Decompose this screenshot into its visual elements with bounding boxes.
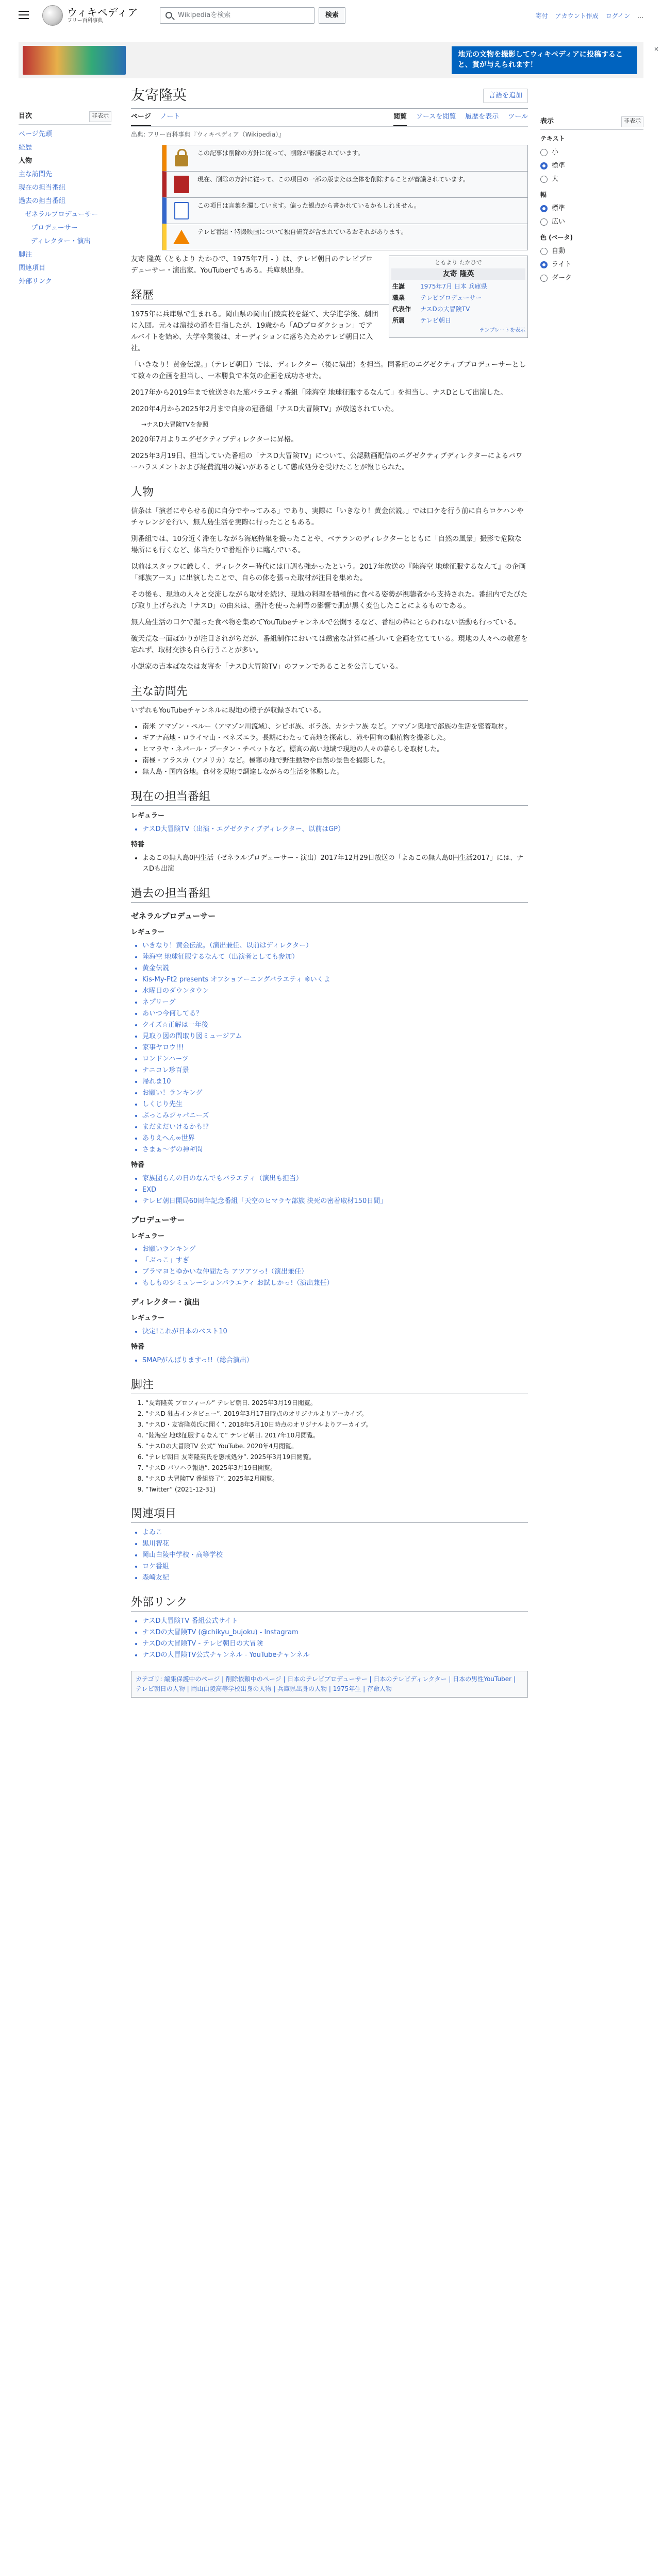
ambox-deletion [162, 171, 527, 197]
wikipedia-globe-icon [42, 5, 63, 26]
lead-paragraph: 友寄 隆英（ともより たかひで、1975年7月 - ）は、テレビ朝日のテレビプロデューサー・演出家。YouTuberでもある。兵庫県出身。 [131, 255, 373, 275]
person-paragraph: その後も、現地の人々と交流しながら取材を続け、現地の料理を積極的に食べる姿勢が視聴者から支持された。番組内でたびたび取り上げられた「ナスD」の由来は、墨汁を使った刺青の影響で肌が黒く変色したことによるものである。 [131, 590, 527, 611]
lock-icon [175, 155, 188, 166]
width-standard[interactable] [540, 202, 643, 215]
toc-item[interactable]: 人物 [19, 157, 32, 165]
infobox-caption: ともより たかひで [435, 259, 482, 266]
create-account-link[interactable]: アカウント作成 [555, 12, 599, 20]
history-paragraph: 2020年7月よりエグゼクティブディレクターに昇格。 [131, 435, 298, 444]
visits-intro: いずれもYouTubeチャンネルに現地の様子が収録されている。 [131, 706, 326, 715]
wordmark [67, 7, 138, 24]
ambox-protection [162, 145, 527, 171]
list-item[interactable]: • 陸海空 地球征服するなんて（出演者としても参加） [142, 952, 528, 962]
infobox-value[interactable]: テレビプロデューサー [420, 294, 482, 302]
heading-visits: 主な訪問先 [131, 684, 528, 701]
list-item[interactable]: • 森崎友紀 [142, 1572, 528, 1583]
ambox-text: 現在、削除の方針に従って、この項目の一部の版または全体を削除することが審議されています。 [197, 176, 469, 183]
person-paragraph: 破天荒な一面ばかりが注目されがちだが、番組制作においては緻密な計算に基づいて企画を立てている。現地の人々への敬意を忘れず、取材交渉も自ら行うことが多い。 [131, 635, 528, 655]
toc-item[interactable]: 外部リンク [19, 277, 52, 285]
ambox-weasel [162, 197, 527, 224]
subheading-special: 特番 [131, 1161, 145, 1169]
toc-item[interactable]: 現在の担当番組 [19, 183, 66, 192]
toc-item[interactable]: 経歴 [19, 143, 32, 151]
radio-icon [540, 149, 548, 156]
tab-history[interactable]: 履歴を表示 [465, 113, 499, 121]
radio-icon [540, 176, 548, 183]
color-light[interactable] [540, 258, 643, 272]
text-size-standard[interactable] [540, 159, 643, 173]
list-item: • 南極・アラスカ（アメリカ）など。極寒の地で野生動物や自然の景色を撮影した。 [142, 755, 528, 766]
tab-page[interactable]: ページ [131, 109, 151, 126]
list-item[interactable]: • クイズ☆正解は一年後 [142, 1020, 528, 1030]
banner-text[interactable]: 地元の文物を撮影してウィキペディアに投稿すること、賞が与えられます！ [452, 46, 637, 74]
list-item[interactable]: • ブラマヨとゆかいな仲間たち アツアツっ!（演出兼任） [142, 1266, 528, 1277]
list-item[interactable]: • 水曜日のダウンタウン [142, 986, 528, 996]
toc-item[interactable]: 過去の担当番組 [19, 197, 66, 205]
list-item[interactable]: • さまぁ～ずの神ギ問 [142, 1144, 528, 1155]
list-item[interactable]: • 帰れま10 [142, 1076, 528, 1087]
search-input[interactable] [160, 7, 315, 24]
toc-hide-button[interactable]: 非表示 [89, 111, 111, 122]
radio-label: 大 [552, 175, 559, 183]
list-item[interactable]: • ナスD大冒険TV 番組公式サイト [142, 1616, 528, 1626]
list-item[interactable]: • ありえへん∞世界 [142, 1133, 528, 1144]
past-director-special-list [142, 1355, 528, 1366]
list-item[interactable]: • しくじり先生 [142, 1099, 528, 1110]
delete-icon [174, 176, 189, 193]
page-title [131, 86, 528, 109]
past-director-list [142, 1326, 528, 1337]
ambox-icon [172, 201, 191, 221]
list-item[interactable]: • ナスDの大冒険TV - テレビ朝日の大冒険 [142, 1638, 528, 1649]
reference-item: 6. “テレビ朝日 友寄隆英氏を懲戒処分”. 2025年3月19日閲覧。 [145, 1452, 528, 1462]
user-tools [536, 11, 643, 21]
subheading-regular: レギュラー [131, 928, 165, 936]
radio-selected-icon [540, 261, 548, 268]
ambox-icon [172, 175, 191, 194]
list-item[interactable]: • 決定!これが日本のベスト10 [142, 1326, 528, 1337]
heading-related: 関連項目 [131, 1506, 528, 1523]
list-item[interactable]: • EXD [142, 1184, 528, 1195]
ambox-text: テレビ番組・特撮映画について独自研究が含まれているおそれがあります。 [197, 228, 407, 236]
history-paragraph: 「いきなり！黄金伝説。」（テレビ朝日）では、ディレクター（後に演出）を担当。同番組のエグゼクティブプロデューサーとして数々の企画を担当し、一本勝負で本気の企画を成功させた。 [131, 361, 526, 381]
list-item[interactable]: • お願い！ランキング [142, 1088, 528, 1098]
heading-past-programs: 過去の担当番組 [131, 886, 528, 903]
appearance-hide-button[interactable]: 非表示 [621, 116, 643, 127]
donate-link[interactable]: 寄付 [535, 12, 548, 20]
list-item[interactable]: • もしものシミュレーションバラエティ お試しかっ!（演出兼任） [142, 1278, 528, 1289]
past-gp-special-list [142, 1173, 528, 1207]
appearance-panel [540, 111, 643, 285]
person-paragraph: 小説家の吉本ばななは友寄を「ナスD大冒険TV」のファンであることを公言している。 [131, 663, 403, 671]
page-tabs [131, 109, 528, 127]
login-link[interactable]: ログイン [605, 12, 630, 20]
toc-item[interactable]: 主な訪問先 [19, 170, 53, 178]
reference-item: 8. “ナスD 大冒険TV 番組終了”. 2025年2月閲覧。 [145, 1474, 528, 1484]
list-item[interactable]: • 黄金伝説 [142, 963, 528, 974]
subheading-regular: レギュラー [131, 1232, 165, 1240]
site-logo[interactable] [42, 5, 138, 26]
infobox-key: 代表作 [392, 306, 411, 313]
list-item: • 無人島・国内各地。食材を現地で調達しながらの生活を体験した。 [142, 767, 528, 777]
radio-label: ライト [552, 261, 572, 269]
reference-item: 9. “Twitter” (2021-12-31) [145, 1485, 528, 1495]
list-item[interactable]: • ナスDの大冒険TV (@chikyu_bujoku) - Instagram [142, 1627, 528, 1638]
radio-icon [540, 248, 548, 255]
ambox-icon [172, 227, 191, 247]
list-item[interactable]: • テレビ朝日開局60周年記念番組「天空のヒマラヤ部族 決死の密着取材150日間」 [142, 1196, 528, 1207]
search-icon [166, 12, 172, 19]
site-tagline: フリー百科事典 [67, 18, 103, 24]
list-item[interactable]: • よゐこ [142, 1527, 528, 1538]
heading-external-links: 外部リンク [131, 1595, 528, 1612]
toc-item[interactable]: ページ先頭 [19, 130, 52, 138]
text-size-large[interactable] [540, 173, 643, 186]
list-item[interactable]: • ロケ番組 [142, 1561, 528, 1572]
list-item[interactable]: • まだまだいけるかも!? [142, 1122, 528, 1132]
list-item[interactable]: • 家事ヤロウ!!! [142, 1042, 528, 1053]
person-paragraph: 無人島生活の口ケで撮った食べ物を集めてYouTubeチャンネルで公開するなど、番組の枠にとらわれない活動も行っている。 [131, 618, 521, 627]
list-item[interactable]: • Kis-My-Ft2 presents オフショアーニングバラエティ ※いくよ [142, 974, 528, 985]
infobox-row [391, 281, 525, 292]
radio-label: 小 [552, 148, 559, 156]
banner-close-icon[interactable]: × [654, 45, 659, 53]
infobox-row [391, 303, 525, 315]
reference-item: 7. “ナスD パワハラ報道”. 2025年3月19日閲覧。 [145, 1463, 528, 1473]
toc-item[interactable]: プロデューサー [31, 224, 78, 232]
more-menu-icon[interactable]: … [637, 12, 643, 20]
heading-person: 人物 [131, 484, 528, 501]
list-item[interactable]: • いきなり！黄金伝説。（演出兼任、以前はディレクター） [142, 940, 528, 951]
radio-icon [540, 275, 548, 282]
list-item[interactable]: • SMAPがんばりますっ!!（総合演出） [142, 1355, 528, 1366]
current-list [142, 824, 528, 835]
color-label: 色 (ベータ) [540, 234, 573, 242]
list-item[interactable]: • 見取り図の間取り図ミュージアム [142, 1031, 528, 1042]
history-paragraph: 2017年から2019年まで放送された旅バラエティ番組「陸海空 地球征服するなんて」を担当し、ナスDとして出演した。 [131, 388, 507, 397]
main-menu-icon[interactable] [19, 11, 29, 19]
history-paragraph: 2025年3月19日、担当していた番組の「ナスD大冒険TV」について、公認動画配信のエグゼクティブディレクターによるパワーハラスメントおよび経費流用の疑いがあるとして懲戒処分を受けたことが報じられた。 [131, 452, 523, 472]
radio-icon [540, 218, 548, 226]
person-paragraph: 信条は「演者にやらせる前に自分でやってみる」であり、実際に「いきなり！黄金伝説。」では口ケを行う前に自らロケハンやチャレンジを行い、無人島生活を実際に行ったこともある。 [131, 507, 524, 527]
site-name: ウィキペディア [67, 6, 138, 19]
list-item: • よゐこの無人島0円生活（ゼネラルプロデューサー・演出）2017年12月29日放送の「よゐこの無人島0円生活2017」には、ナスDも出演 [142, 853, 528, 874]
infobox-value[interactable]: テレビ朝日 [420, 317, 451, 325]
list-item: • 南米 アマゾン・ペルー（アマゾン川流域）、シピボ族、ボラ族、カシナワ族 など。アマゾン奥地で部族の生活を密着取材。 [142, 721, 528, 732]
toc-item[interactable]: ゼネラルプロデューサー [25, 210, 98, 218]
heading-history: 経歴 [131, 287, 528, 304]
list-item[interactable]: • 岡山白陵中学校・高等学校 [142, 1550, 528, 1561]
infobox-key: 職業 [392, 294, 405, 302]
from-line: 出典: フリー百科事典『ウィキペディア（Wikipedia）』 [131, 131, 285, 138]
past-gp-list [142, 940, 528, 1155]
list-item[interactable]: • 家族団らんの日のなんでもバラエティ（演出も担当） [142, 1173, 528, 1184]
ambox-icon [172, 148, 191, 168]
infobox [389, 256, 528, 338]
search-placeholder: Wikipediaを検索 [178, 11, 231, 19]
text-size-label: テキスト [540, 134, 565, 142]
current-special-list [142, 853, 528, 874]
toc-item[interactable]: ディレクター・演出 [31, 237, 91, 245]
person-paragraph: 別番組では、10分近く滞在しながら海底特集を撮ったことや、ベテランのディレクターとともに「自然の風景」撮影で危険な場所にも行くなど、体当たりで番組作りに臨んでいる。 [131, 535, 522, 555]
radio-label: 標準 [552, 161, 566, 170]
ambox-text: この項目は言葉を濁しています。偏った観点から書かれているかもしれません。 [197, 202, 420, 210]
subheading-director: ディレクター・演出 [131, 1297, 200, 1307]
reference-item: 1. “友寄隆英 プロフィール” テレビ朝日. 2025年3月19日閲覧。 [145, 1398, 528, 1408]
infobox-table [391, 281, 525, 326]
infobox-key: 生誕 [392, 283, 405, 291]
radio-label: 広い [552, 218, 566, 226]
infobox-row [391, 292, 525, 303]
visits-list [142, 721, 528, 777]
subheading-gp: ゼネラルプロデューサー [131, 911, 216, 921]
table-of-contents [19, 111, 111, 289]
infobox-value[interactable]: 1975年7月 日本 兵庫県 [420, 283, 487, 291]
tab-view-source[interactable]: ソースを閲覧 [416, 113, 456, 121]
warning-icon [173, 230, 190, 244]
subheading-producer: プロデューサー [131, 1215, 185, 1225]
radio-label: 自動 [552, 247, 566, 256]
message-boxes [162, 145, 528, 250]
add-language-button[interactable]: 言語を追加 [483, 89, 528, 103]
radio-label: ダーク [552, 274, 572, 282]
past-producer-list [142, 1244, 528, 1289]
page-title-text: 友寄隆英 [131, 88, 187, 104]
radio-selected-icon [540, 162, 548, 170]
person-paragraph: 以前はスタッフに厳しく、ディレクター時代には口調も強かったという。2017年放送の『陸海空 地球征服するなんて』の企画「部族アース」に出演したことで、自らの体を張った取材が注目を集めた。 [131, 563, 526, 583]
subheading-special: 特番 [131, 1343, 145, 1351]
list-item: • ギアナ高地・ロライマ山・ベネズエラ。長期にわたって高地を探索し、滝や固有の動植物を撮影した。 [142, 733, 528, 743]
list-item[interactable]: • 黒川智花 [142, 1538, 528, 1549]
toc-list [19, 128, 111, 289]
banner-image [23, 46, 126, 75]
list-item[interactable]: • ナスDの大冒険TV公式チャンネル - YouTubeチャンネル [142, 1650, 528, 1660]
ambox-original-research [162, 224, 527, 250]
radio-label: 標準 [552, 205, 566, 213]
history-paragraph: 2020年4月から2025年2月まで自身の冠番組「ナスD大冒険TV」が放送されていた。 [131, 405, 399, 414]
document-icon [174, 202, 189, 219]
history-paragraph: 1975年に兵庫県で生まれる。岡山県の岡山白陵高校を経て、大学進学後、劇団に入団。元々は演技の道を目指したが、19歳から「ADプロダクション」でアルバイトを始め、大学卒業後は、オーディションに落ちたためテレビ朝日に入社。 [131, 310, 378, 353]
category-box[interactable]: カテゴリ: 編集保護中のページ | 削除依頼中のページ | 日本のテレビプロデューサー | 日本のテレビディレクター | 日本の男性YouTuber | テレビ朝日の人物 | 岡山白陵高等学校出身の人物 | 兵庫県出身の人物 | 1975年生 | 存命人物 [131, 1671, 528, 1698]
heading-current-programs: 現在の担当番組 [131, 789, 528, 806]
list-item: • ヒマラヤ・ネパール・ブータン・チベットなど。標高の高い地域で現地の人々の暮らしを取材した。 [142, 744, 528, 755]
related-list [142, 1527, 528, 1583]
subheading-special: 特番 [131, 841, 145, 849]
toc-title: 目次 [19, 112, 32, 120]
subheading-regular: レギュラー [131, 1314, 165, 1323]
toc-heading [19, 111, 111, 125]
external-links-list [142, 1616, 528, 1660]
list-item[interactable]: • ネプリーグ [142, 997, 528, 1008]
subheading-regular: レギュラー [131, 812, 165, 820]
width-label: 幅 [540, 191, 547, 198]
list-item[interactable]: • ナスD大冒険TV（出演・エグゼクティブディレクター、以前はGP） [142, 824, 528, 835]
tab-talk[interactable]: ノート [160, 113, 180, 121]
search-button[interactable]: 検索 [319, 7, 345, 24]
toc-item[interactable]: 関連項目 [19, 264, 46, 272]
list-item[interactable]: • ナニコレ珍百景 [142, 1065, 528, 1076]
ambox-text: この記事は削除の方針に従って、削除が審議されています。 [197, 149, 364, 157]
infobox-key: 所属 [392, 317, 405, 325]
list-item[interactable]: • あいつ今何してる？ [142, 1008, 528, 1019]
tab-read[interactable]: 閲覧 [393, 109, 407, 126]
site-header [0, 0, 662, 32]
reference-item: 2. “ナスD 独占インタビュー”. 2019年3月17日時点のオリジナルよりアーカイブ。 [145, 1409, 528, 1419]
infobox-name: 友寄 隆英 [391, 268, 525, 280]
color-auto[interactable] [540, 245, 643, 258]
list-item[interactable]: • 「ぶっこ」すぎ [142, 1255, 528, 1266]
template-link[interactable]: テンプレートを表示 [479, 328, 525, 334]
reference-item: 4. “陸海空 地球征服するなんて” テレビ朝日. 2017年10月閲覧。 [145, 1431, 528, 1440]
article [131, 82, 528, 1698]
reference-item: 5. “ナスDの大冒険TV 公式” YouTube. 2020年4月閲覧。 [145, 1442, 528, 1451]
list-item[interactable]: • お願いランキング [142, 1244, 528, 1255]
appearance-title: 表示 [540, 117, 554, 125]
text-size-small[interactable] [540, 146, 643, 159]
list-item[interactable]: • ぶっこみジャパニーズ [142, 1110, 528, 1121]
reference-item: 3. “ナスD・友寄隆英氏に聞く”. 2018年5月10日時点のオリジナルよりアーカイブ。 [145, 1420, 528, 1430]
toc-item[interactable]: 脚注 [19, 250, 32, 259]
hatnote[interactable]: →ナスD大冒険TVを参照 [141, 421, 209, 429]
infobox-value[interactable]: ナスDの大冒険TV [420, 306, 470, 313]
central-notice-banner[interactable] [19, 42, 659, 78]
tab-tools[interactable]: ツール [508, 113, 528, 121]
width-wide[interactable] [540, 215, 643, 229]
list-item[interactable]: • ロンドンハーツ [142, 1054, 528, 1064]
references-list [145, 1398, 528, 1495]
color-dark[interactable] [540, 272, 643, 285]
appearance-heading [540, 116, 643, 130]
radio-selected-icon [540, 205, 548, 212]
heading-notes: 脚注 [131, 1377, 528, 1394]
infobox-row [391, 315, 525, 326]
